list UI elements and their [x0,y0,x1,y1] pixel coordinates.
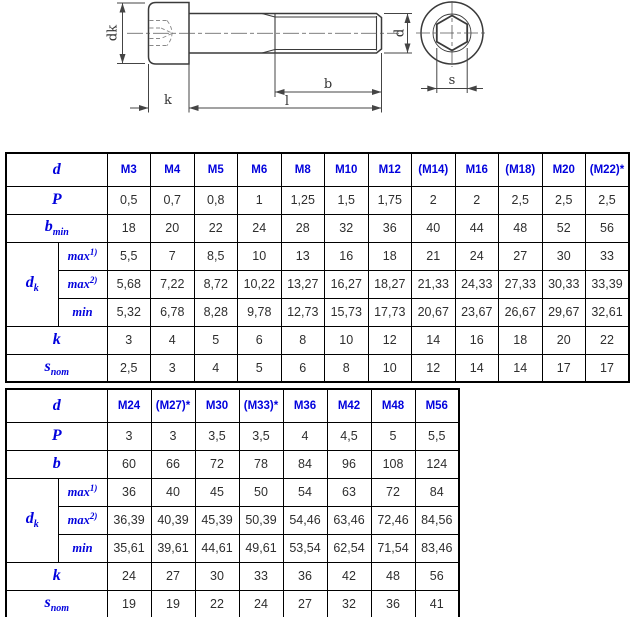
cell-dk_max1: 7 [151,242,195,270]
cell-dk_max1: 45 [195,478,239,506]
cell-k: 12 [368,326,412,354]
cell-k: 18 [499,326,543,354]
col-header-(M22)*: (M22)* [586,153,630,186]
cell-dk_max2: 50,39 [239,506,283,534]
cell-s_nom: 14 [455,354,499,382]
cell-dk_max2: 45,39 [195,506,239,534]
cell-P: 5 [371,422,415,450]
cell-P: 0,8 [194,186,238,214]
row-label-dk_max1: $\max^{1)}$ [58,242,107,270]
cell-dk_max2: 84,56 [415,506,459,534]
row-label-b: b [6,450,107,478]
cell-s_nom: 17 [542,354,586,382]
cell-b: 66 [151,450,195,478]
row-label-s_nom: $s_{nom}$ [6,590,107,617]
label-k: k [164,93,172,108]
cell-k: 36 [283,562,327,590]
row-label-k: k [6,562,107,590]
cell-k: 30 [195,562,239,590]
cell-dk_min: 26,67 [499,298,543,326]
cell-b_min: 18 [107,214,151,242]
col-header-M8: M8 [281,153,325,186]
cell-b_min: 20 [151,214,195,242]
cell-dk_min: 83,46 [415,534,459,562]
cell-k: 27 [151,562,195,590]
col-header-M12: M12 [368,153,412,186]
cell-s_nom: 5 [238,354,282,382]
row-label-k: k [6,326,107,354]
cell-P: 2,5 [586,186,630,214]
cell-b_min: 32 [325,214,369,242]
cell-dk_min: 35,61 [107,534,151,562]
cell-dk_min: 9,78 [238,298,282,326]
cell-b_min: 22 [194,214,238,242]
col-header-M16: M16 [455,153,499,186]
cell-k: 22 [586,326,630,354]
cell-dk_min: 49,61 [239,534,283,562]
cell-dk_max1: 24 [455,242,499,270]
table-m24-m56 [5,388,460,617]
col-header-(M14): (M14) [412,153,456,186]
cell-k: 3 [107,326,151,354]
cell-s_nom: 19 [107,590,151,617]
cell-s_nom: 8 [325,354,369,382]
cell-dk_max2: 18,27 [368,270,412,298]
side-view [127,3,399,65]
row-label-dk_max2: $\max^{2)}$ [58,506,107,534]
cell-b: 78 [239,450,283,478]
cell-dk_max2: 63,46 [327,506,371,534]
cell-dk_max1: 10 [238,242,282,270]
cell-s_nom: 36 [371,590,415,617]
cell-dk_min: 53,54 [283,534,327,562]
cell-P: 1,5 [325,186,369,214]
cell-s_nom: 6 [281,354,325,382]
col-header-M4: M4 [151,153,195,186]
cell-k: 6 [238,326,282,354]
cell-dk_max1: 36 [107,478,151,506]
cell-dk_max2: 8,72 [194,270,238,298]
cell-P: 4 [283,422,327,450]
cell-b_min: 44 [455,214,499,242]
row-label-P: P [6,422,107,450]
cell-s_nom: 17 [586,354,630,382]
cell-k: 4 [151,326,195,354]
cell-b_min: 40 [412,214,456,242]
cell-P: 2 [455,186,499,214]
cell-dk_max1: 50 [239,478,283,506]
cell-k: 42 [327,562,371,590]
cell-P: 1 [238,186,282,214]
cell-dk_max2: 54,46 [283,506,327,534]
cell-P: 4,5 [327,422,371,450]
cell-dk_max1: 8,5 [194,242,238,270]
row-label-d: d [6,153,107,186]
cell-dk_max1: 33 [586,242,630,270]
row-label-dk: $d_k$ [6,242,58,326]
col-header-M6: M6 [238,153,282,186]
cell-P: 3 [107,422,151,450]
cell-s_nom: 24 [239,590,283,617]
cell-s_nom: 2,5 [107,354,151,382]
cell-dk_max1: 5,5 [107,242,151,270]
cell-dk_min: 8,28 [194,298,238,326]
cell-k: 14 [412,326,456,354]
cell-b: 108 [371,450,415,478]
cell-dk_max2: 21,33 [412,270,456,298]
label-s: s [448,73,456,88]
cell-P: 3,5 [195,422,239,450]
cell-k: 24 [107,562,151,590]
cell-dk_max2: 7,22 [151,270,195,298]
cell-k: 56 [415,562,459,590]
col-header-M5: M5 [194,153,238,186]
cell-P: 3 [151,422,195,450]
cell-b_min: 36 [368,214,412,242]
cell-s_nom: 14 [499,354,543,382]
cell-dk_min: 71,54 [371,534,415,562]
col-header-(M27)*: (M27)* [151,389,195,422]
cell-s_nom: 41 [415,590,459,617]
label-d: d [392,28,408,38]
row-label-dk_min: min [58,534,107,562]
col-header-M10: M10 [325,153,369,186]
cell-s_nom: 12 [412,354,456,382]
end-view-centerlines [416,1,488,67]
cell-k: 48 [371,562,415,590]
cell-k: 5 [194,326,238,354]
col-header-(M18): (M18) [499,153,543,186]
cell-dk_min: 5,32 [107,298,151,326]
cell-dk_max2: 36,39 [107,506,151,534]
cell-dk_max2: 5,68 [107,270,151,298]
cell-dk_min: 23,67 [455,298,499,326]
bolt-technical-drawing [0,0,635,150]
row-label-P: P [6,186,107,214]
cell-dk_max1: 40 [151,478,195,506]
cell-b_min: 24 [238,214,282,242]
label-b: b [323,77,333,92]
cell-P: 2,5 [499,186,543,214]
cell-P: 0,7 [151,186,195,214]
cell-dk_min: 20,67 [412,298,456,326]
col-header-M30: M30 [195,389,239,422]
table-m3-m22 [5,152,630,383]
col-header-(M33)*: (M33)* [239,389,283,422]
cell-b_min: 48 [499,214,543,242]
cell-s_nom: 22 [195,590,239,617]
col-header-M56: M56 [415,389,459,422]
cell-dk_max1: 13 [281,242,325,270]
cell-dk_min: 29,67 [542,298,586,326]
cell-dk_max2: 40,39 [151,506,195,534]
cell-P: 2 [412,186,456,214]
col-header-M3: M3 [107,153,151,186]
cell-dk_max2: 27,33 [499,270,543,298]
cell-dk_max1: 16 [325,242,369,270]
cell-dk_max2: 72,46 [371,506,415,534]
row-label-dk: $d_k$ [6,478,58,562]
cell-P: 1,25 [281,186,325,214]
cell-dk_max1: 84 [415,478,459,506]
cell-s_nom: 19 [151,590,195,617]
cell-P: 0,5 [107,186,151,214]
cell-dk_max2: 24,33 [455,270,499,298]
cell-b: 60 [107,450,151,478]
col-header-M36: M36 [283,389,327,422]
cell-s_nom: 3 [151,354,195,382]
row-label-dk_max2: $\max^{2)}$ [58,270,107,298]
cell-dk_min: 17,73 [368,298,412,326]
cell-dk_max2: 13,27 [281,270,325,298]
cell-dk_max2: 10,22 [238,270,282,298]
cell-k: 16 [455,326,499,354]
cell-dk_max1: 54 [283,478,327,506]
cell-dk_max2: 30,33 [542,270,586,298]
cell-b_min: 52 [542,214,586,242]
cell-dk_max1: 27 [499,242,543,270]
cell-k: 8 [281,326,325,354]
cell-dk_min: 6,78 [151,298,195,326]
cell-b: 72 [195,450,239,478]
cell-dk_max2: 16,27 [325,270,369,298]
label-l: l [284,94,290,109]
cell-b_min: 56 [586,214,630,242]
cell-dk_min: 44,61 [195,534,239,562]
cell-b: 96 [327,450,371,478]
col-header-M48: M48 [371,389,415,422]
cell-k: 33 [239,562,283,590]
cell-k: 10 [325,326,369,354]
row-label-d: d [6,389,107,422]
cell-dk_min: 32,61 [586,298,630,326]
cell-s_nom: 10 [368,354,412,382]
col-header-M42: M42 [327,389,371,422]
cell-P: 5,5 [415,422,459,450]
row-label-dk_max1: $\max^{1)}$ [58,478,107,506]
cell-s_nom: 27 [283,590,327,617]
row-label-b_min: $b_{min}$ [6,214,107,242]
cell-dk_min: 62,54 [327,534,371,562]
cell-P: 3,5 [239,422,283,450]
row-label-dk_min: min [58,298,107,326]
cell-dk_min: 12,73 [281,298,325,326]
dim-k [130,64,149,113]
cell-dk_max1: 21 [412,242,456,270]
cell-P: 1,75 [368,186,412,214]
row-label-s_nom: $s_{nom}$ [6,354,107,382]
cell-P: 2,5 [542,186,586,214]
cell-b: 124 [415,450,459,478]
cell-s_nom: 32 [327,590,371,617]
cell-dk_min: 39,61 [151,534,195,562]
cell-b: 84 [283,450,327,478]
cell-dk_max1: 18 [368,242,412,270]
cell-s_nom: 4 [194,354,238,382]
cell-dk_min: 15,73 [325,298,369,326]
cell-dk_max1: 30 [542,242,586,270]
cell-dk_max1: 72 [371,478,415,506]
cell-dk_max2: 33,39 [586,270,630,298]
col-header-M24: M24 [107,389,151,422]
col-header-M20: M20 [542,153,586,186]
label-dk: dk [105,24,121,42]
cell-b_min: 28 [281,214,325,242]
cell-k: 20 [542,326,586,354]
cell-dk_max1: 63 [327,478,371,506]
